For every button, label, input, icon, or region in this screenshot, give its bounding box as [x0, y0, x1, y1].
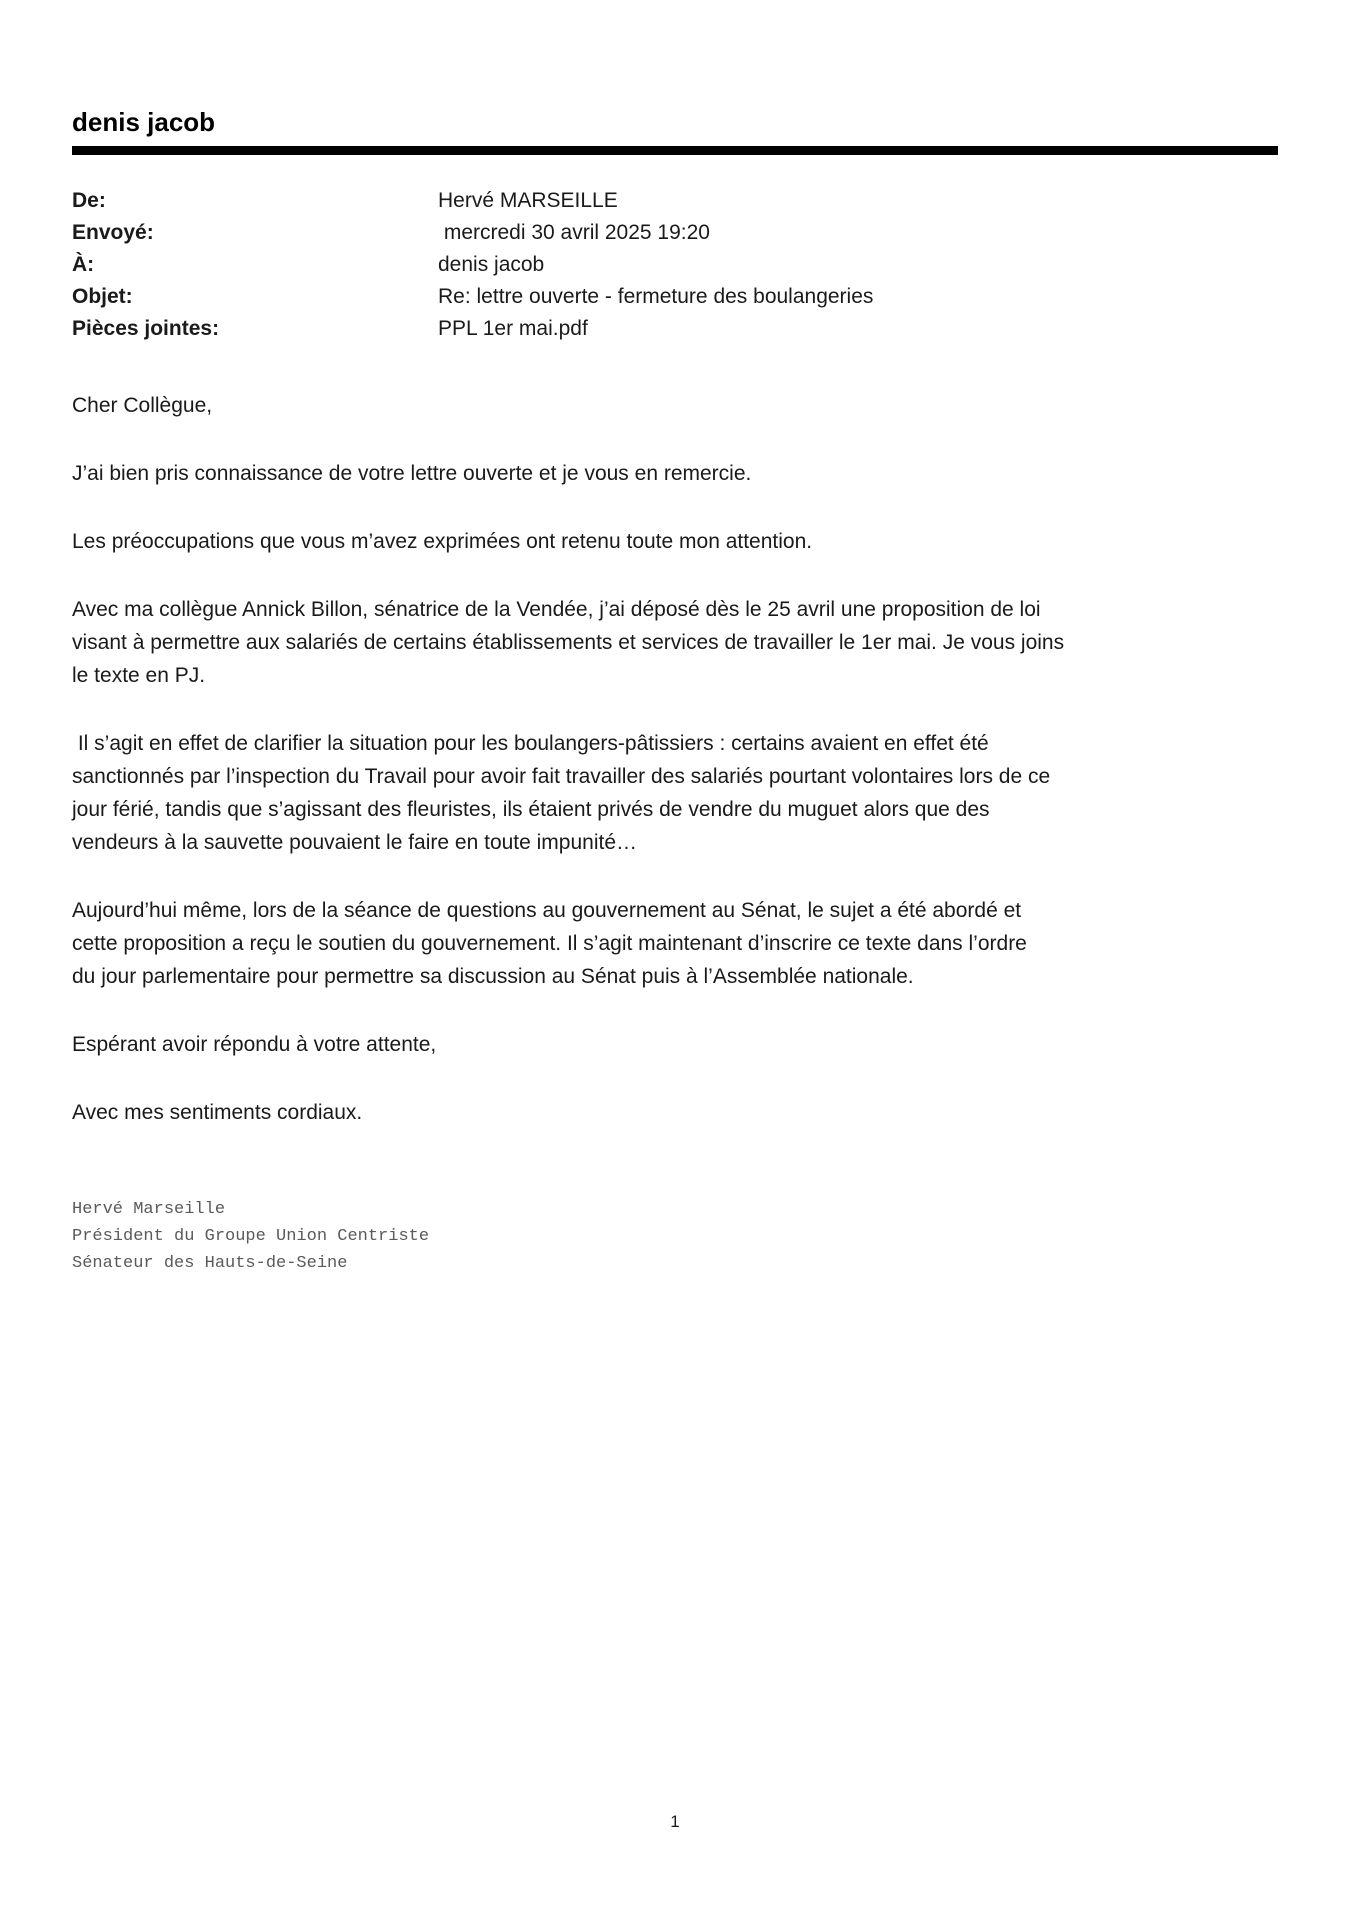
document-content — [72, 0, 1278, 1277]
page-number: 1 — [670, 1812, 680, 1831]
body-line: Aujourd’hui même, lors de la séance de questions au gouvernement au Sénat, le sujet a été abordé et — [72, 899, 1022, 922]
recipient-header-title: denis jacob — [72, 107, 216, 137]
paragraph-proposition — [72, 593, 1278, 692]
field-value-from: Hervé MARSEILLE — [438, 189, 618, 212]
header-rule — [72, 146, 1278, 155]
body-line: cette proposition a reçu le soutien du gouvernement. Il s’agit maintenant d’inscrire ce texte dans l’ordre — [72, 932, 1027, 955]
field-label-sent: Envoyé: — [72, 221, 154, 244]
header-field-to — [72, 249, 1278, 281]
header-field-sent — [72, 217, 1278, 249]
body-line: visant à permettre aux salariés de certains établissements et services de travailler le 1er mai. Je vous joins — [72, 631, 1065, 654]
body-line: le texte en PJ. — [72, 664, 206, 687]
field-value-subject: Re: lettre ouverte - fermeture des boulangeries — [438, 285, 874, 308]
field-label-attachments: Pièces jointes: — [72, 317, 220, 340]
signature-block — [72, 1196, 1278, 1277]
email-header-fields — [72, 185, 1278, 345]
signature-name: Hervé Marseille — [72, 1200, 226, 1219]
signature-region: Sénateur des Hauts-de-Seine — [72, 1254, 348, 1273]
email-body — [72, 389, 1278, 1129]
header-field-attachments — [72, 313, 1278, 345]
body-line: du jour parlementaire pour permettre sa discussion au Sénat puis à l’Assemblée nationale. — [72, 965, 914, 988]
body-line: Il s’agit en effet de clarifier la situation pour les boulangers-pâtissiers : certains avaient en effet été — [72, 732, 989, 755]
paragraph-closing-hope — [72, 1028, 1278, 1061]
field-label-to: À: — [72, 253, 95, 276]
body-line: J’ai bien pris connaissance de votre lettre ouverte et je vous en remercie. — [72, 462, 752, 485]
body-line: jour férié, tandis que s’agissant des fleuristes, ils étaient privés de vendre du muguet alors que des — [72, 798, 990, 821]
paragraph-attention — [72, 525, 1278, 558]
paragraph-greeting — [72, 389, 1278, 422]
body-line: vendeurs à la sauvette pouvaient le faire en toute impunité… — [72, 831, 638, 854]
body-line: Avec mes sentiments cordiaux. — [72, 1101, 363, 1124]
field-value-sent: mercredi 30 avril 2025 19:20 — [438, 221, 710, 244]
paragraph-closing-regards — [72, 1096, 1278, 1129]
attachment-filename: PPL 1er mai.pdf — [438, 317, 588, 340]
paragraph-senat — [72, 894, 1278, 993]
signature-role: Président du Groupe Union Centriste — [72, 1227, 430, 1246]
header-field-subject — [72, 281, 1278, 313]
body-line: Cher Collègue, — [72, 394, 213, 417]
body-line: Avec ma collègue Annick Billon, sénatrice de la Vendée, j’ai déposé dès le 25 avril une proposition de loi — [72, 598, 1041, 621]
header-field-from — [72, 185, 1278, 217]
field-label-from: De: — [72, 189, 106, 212]
field-label-subject: Objet: — [72, 285, 133, 308]
body-line: sanctionnés par l’inspection du Travail pour avoir fait travailler des salariés pourtant volontaires lors de ce — [72, 765, 1051, 788]
body-line: Les préoccupations que vous m’avez exprimées ont retenu toute mon attention. — [72, 530, 813, 553]
field-value-to: denis jacob — [438, 253, 545, 276]
paragraph-acknowledgement — [72, 457, 1278, 490]
body-line: Espérant avoir répondu à votre attente, — [72, 1033, 437, 1056]
paragraph-clarification — [72, 727, 1278, 859]
